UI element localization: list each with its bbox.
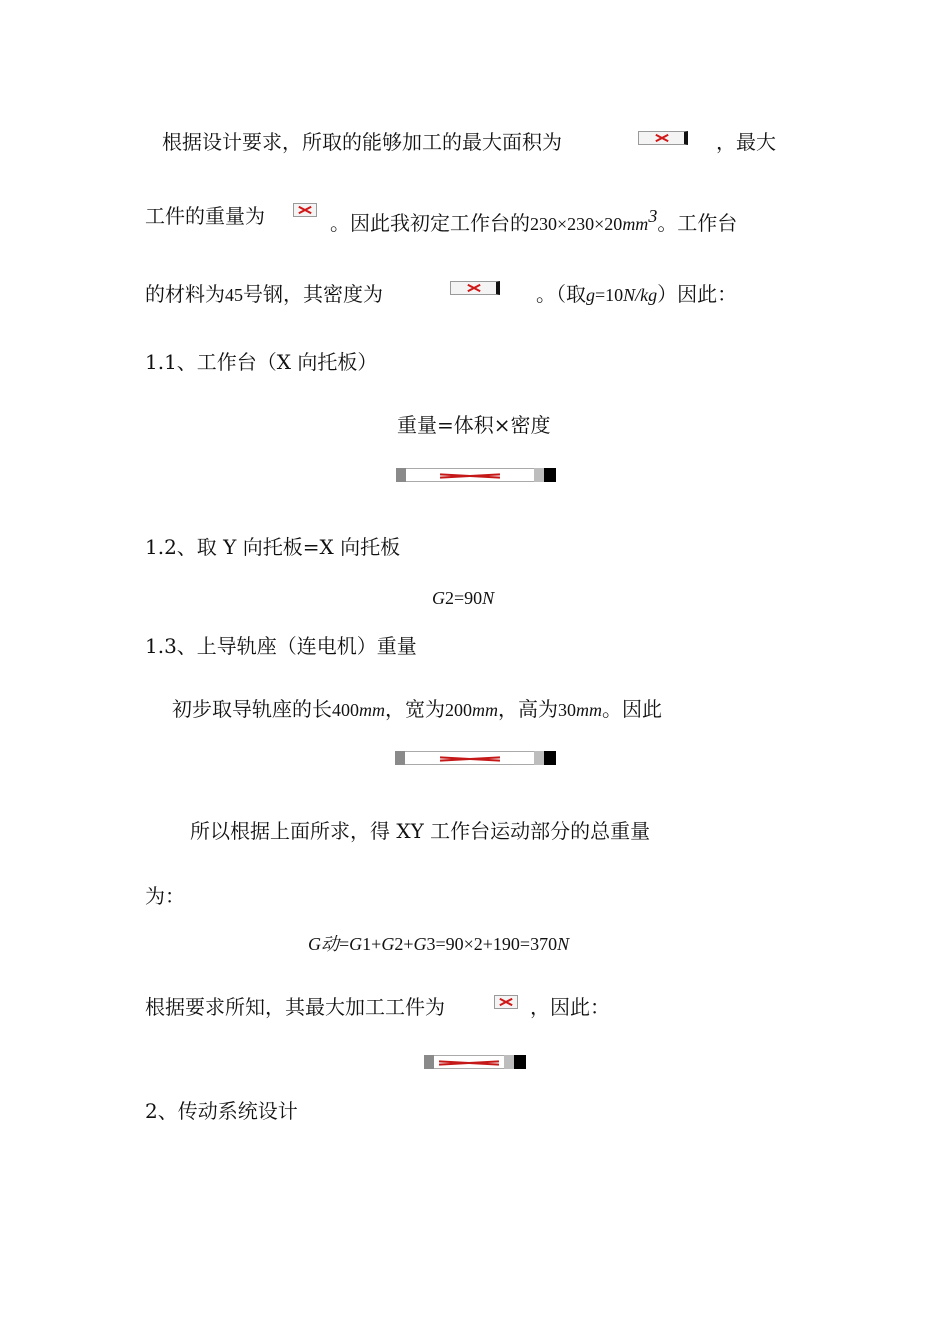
value: 1+ — [362, 934, 382, 954]
unit: mm — [359, 700, 385, 720]
paragraph-weight — [145, 202, 265, 230]
heading-1-3: 1.3、上导轨座（连电机）重量 — [145, 634, 417, 658]
formula-weight: 重量=体积×密度 — [397, 413, 551, 437]
g-symbol: g — [586, 285, 595, 305]
var: G — [349, 934, 363, 954]
heading-1-1: 1.1、工作台（X 向托板） — [145, 350, 378, 374]
formula-g-total — [308, 929, 569, 958]
text: ，因此： — [530, 995, 610, 1019]
paragraph-material-tail — [536, 280, 737, 309]
text: 工件的重量为 — [145, 204, 265, 228]
paragraph-max-area-tail — [716, 128, 776, 156]
text: 。（取 — [536, 282, 586, 306]
paragraph-total: 所以根据上面所求，得 XY 工作台运动部分的总重量 — [190, 819, 651, 843]
eq: = — [339, 934, 350, 954]
dims-value: 230×230×20 — [530, 214, 623, 234]
paragraph-weight-mid — [330, 202, 737, 238]
broken-image-icon — [494, 995, 518, 1009]
value: 2=90 — [445, 588, 483, 608]
equation-placeholder — [396, 468, 556, 482]
value: 3=90×2+190=370 — [426, 934, 558, 954]
formula-g2 — [432, 583, 494, 612]
unit: N/kg — [623, 285, 658, 305]
text: 的材料为 — [145, 282, 225, 306]
length: 400 — [332, 700, 359, 720]
text: 。因此 — [602, 697, 662, 721]
text: 。工作台 — [657, 211, 738, 235]
var: G — [432, 588, 445, 608]
steel-grade: 45 — [225, 285, 243, 305]
g-dong: G动 — [308, 934, 339, 954]
paragraph-max-workpiece — [145, 993, 445, 1021]
equation-placeholder — [395, 751, 556, 765]
text: 号钢，其密度为 — [243, 282, 383, 306]
unit: mm — [622, 214, 649, 234]
text: ，宽为 — [385, 697, 445, 721]
text: 根据要求所知，其最大加工工件为 — [145, 995, 445, 1019]
unit: N — [482, 588, 495, 608]
width: 200 — [445, 700, 472, 720]
value: 2+ — [394, 934, 414, 954]
text: ）因此： — [657, 282, 738, 306]
unit: mm — [472, 700, 498, 720]
paragraph-material — [145, 280, 383, 309]
equation-placeholder — [424, 1055, 526, 1069]
height: 30 — [558, 700, 576, 720]
var: G — [381, 934, 395, 954]
paragraph-wei: 为： — [145, 884, 185, 908]
text: 初步取导轨座的长 — [172, 697, 332, 721]
paragraph-rail-base — [172, 695, 662, 724]
broken-image-icon — [450, 281, 500, 295]
text: ，最大 — [716, 130, 776, 154]
heading-1-2: 1.2、取 Y 向托板=X 向托板 — [145, 535, 401, 559]
paragraph-max-area — [162, 128, 562, 156]
paragraph-max-workpiece-tail — [530, 993, 610, 1021]
unit: mm — [576, 700, 602, 720]
var: G — [413, 934, 427, 954]
unit: N — [557, 934, 570, 954]
heading-2: 2、传动系统设计 — [145, 1099, 298, 1123]
g-value: =10 — [595, 285, 624, 305]
broken-image-icon — [293, 203, 317, 217]
text: ，高为 — [498, 697, 558, 721]
text: 。因此我初定工作台的 — [330, 211, 530, 235]
text: 根据设计要求，所取的能够加工的最大面积为 — [162, 130, 562, 154]
broken-image-icon — [638, 131, 688, 145]
exponent: 3 — [648, 206, 658, 226]
